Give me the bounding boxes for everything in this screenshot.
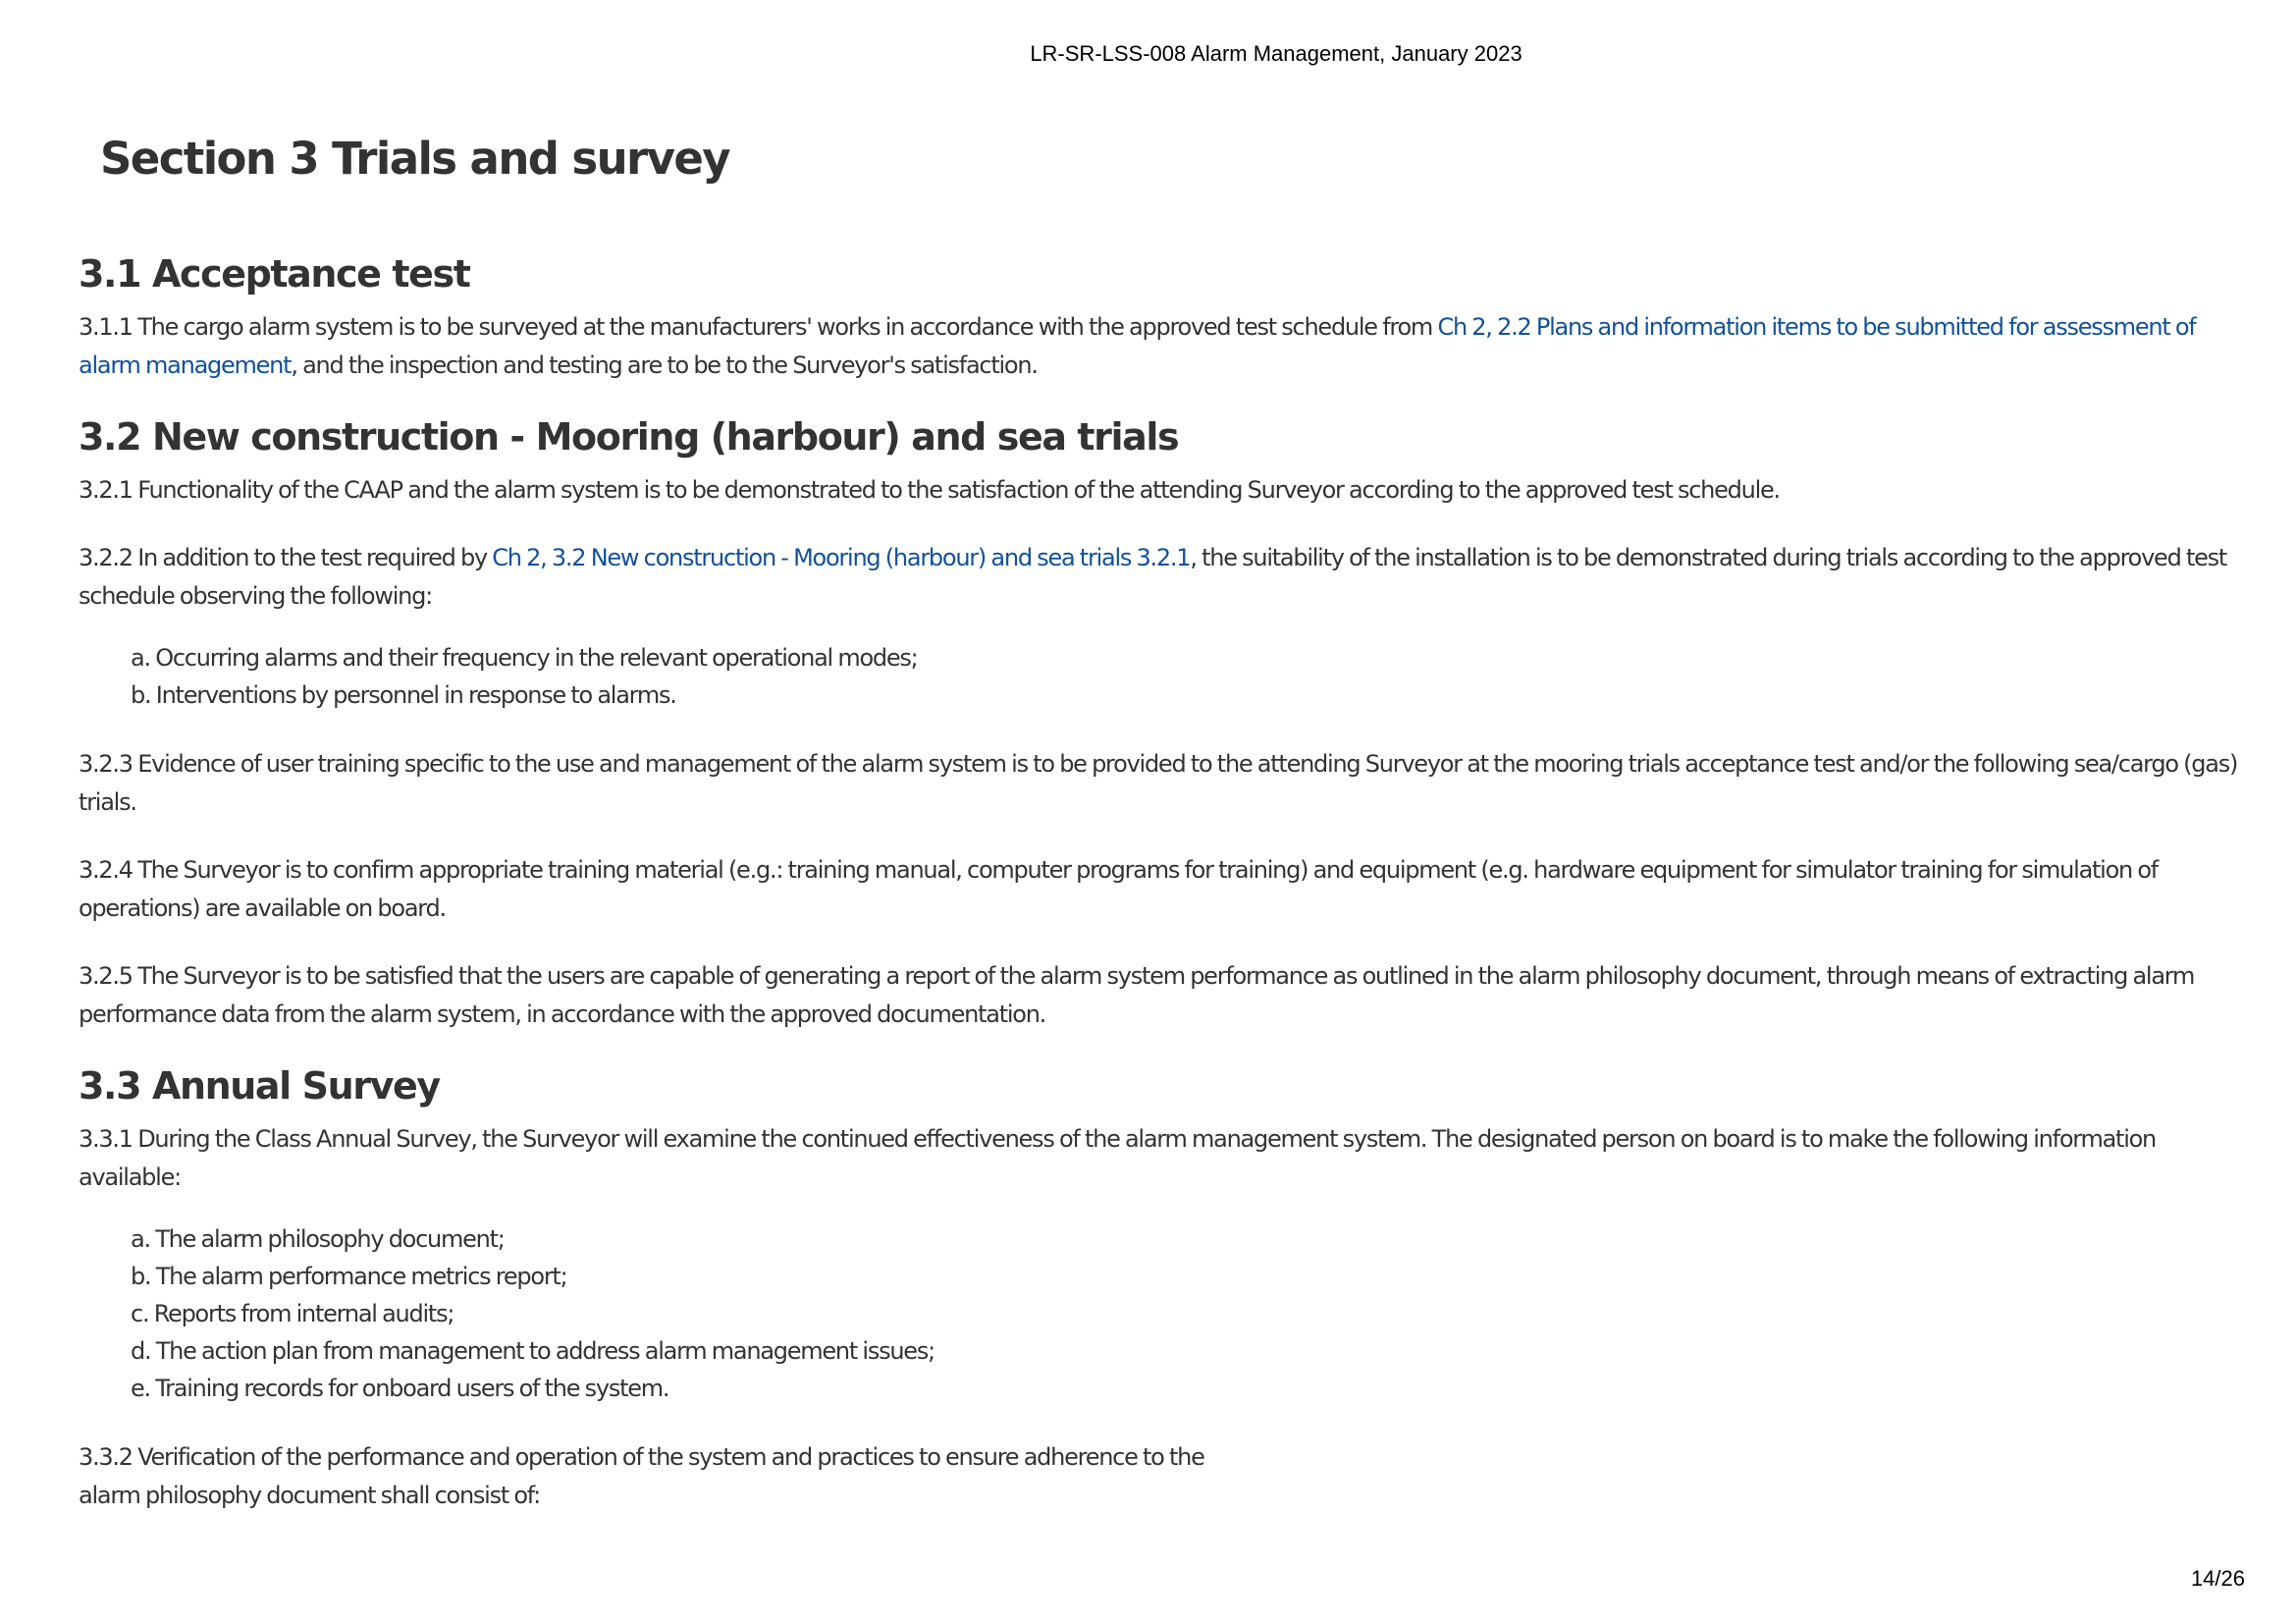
list-3-3-1 xyxy=(131,1220,2238,1407)
paragraph-3-2-1: 3.2.1 Functionality of the CAAP and the alarm system is to be demonstrated to the satisfaction of the attending Surveyor according to the approved test schedule. xyxy=(79,476,1780,504)
link-ch2-3-2-new-construction[interactable]: Ch 2, 3.2 New construction - Mooring (harbour) and sea trials 3.2.1 xyxy=(492,544,1191,571)
paragraph-3-3-1: 3.3.1 During the Class Annual Survey, the Surveyor will examine the continued effectiveness of the alarm management system. The designated person on board is to make the following information available: xyxy=(79,1125,2157,1191)
paragraph-3-2-3: 3.2.3 Evidence of user training specific to the use and management of the alarm system is to be provided to the attending Surveyor at the mooring trials acceptance test and/or the following sea/cargo (gas) trials. xyxy=(79,750,2238,816)
paragraph-text: , and the inspection and testing are to be to the Surveyor's satisfaction. xyxy=(291,352,1038,379)
link-ch2-2-2-plans[interactable]: Ch 2, 2.2 Plans and information items to be submitted for assessment of alarm management xyxy=(79,313,2196,379)
heading-3-3: 3.3 Annual Survey xyxy=(79,1064,440,1108)
list-item: a. Occurring alarms and their frequency in the relevant operational modes; xyxy=(131,644,918,672)
paragraph-3-2-4: 3.2.4 The Surveyor is to confirm appropriate training material (e.g.: training manual, computer programs for training) and equipment (e.g. hardware equipment for simulator training for simulation of operations) are available on board. xyxy=(79,856,2159,922)
paragraph-3-2-2 xyxy=(79,539,2238,616)
paragraph-3-2-5: 3.2.5 The Surveyor is to be satisfied that the users are capable of generating a report of the alarm system performance as outlined in the alarm philosophy document, through means of extracting alarm performance data from the alarm system, in accordance with the approved documentation. xyxy=(79,962,2195,1028)
heading-3-2: 3.2 New construction - Mooring (harbour) and sea trials xyxy=(79,415,1179,459)
paragraph-line: alarm philosophy document shall consist of: xyxy=(79,1482,540,1509)
running-header: LR-SR-LSS-008 Alarm Management, January 2023 xyxy=(1030,41,1522,66)
list-item: d. The action plan from management to address alarm management issues; xyxy=(131,1337,934,1365)
paragraph-3-3-2 xyxy=(79,1438,2238,1515)
paragraph-3-1-1 xyxy=(79,308,2238,385)
section-title: Section 3 Trials and survey xyxy=(100,133,730,185)
heading-3-1: 3.1 Acceptance test xyxy=(79,252,470,296)
list-item: c. Reports from internal audits; xyxy=(131,1300,454,1327)
document-body xyxy=(79,128,2238,1544)
paragraph-text: 3.1.1 The cargo alarm system is to be surveyed at the manufacturers' works in accordance with the approved test schedule from xyxy=(79,313,1438,341)
section-3-3 xyxy=(79,1059,2238,1515)
section-3-2 xyxy=(79,410,2238,1034)
page-number: 14/26 xyxy=(2190,1566,2245,1591)
paragraph-line: 3.3.2 Verification of the performance and operation of the system and practices to ensure adherence to the xyxy=(79,1443,1204,1471)
section-3-1 xyxy=(79,247,2238,385)
list-3-2-2 xyxy=(131,639,2238,714)
list-item: b. Interventions by personnel in response to alarms. xyxy=(131,681,676,709)
list-item: b. The alarm performance metrics report; xyxy=(131,1263,567,1290)
list-item: e. Training records for onboard users of the system. xyxy=(131,1375,669,1402)
paragraph-text: 3.2.2 In addition to the test required by xyxy=(79,544,493,571)
list-item: a. The alarm philosophy document; xyxy=(131,1225,505,1253)
paragraph-text: , the suitability of the installation is to be demonstrated during trials according to the approved test schedule observing the following: xyxy=(79,544,2227,610)
